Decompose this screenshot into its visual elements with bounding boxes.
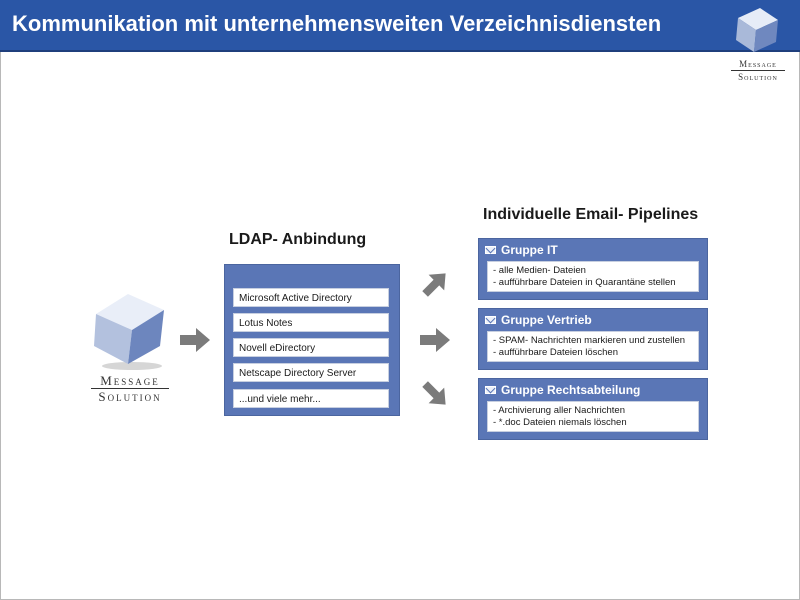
group-vertrieb-title: Gruppe Vertrieb [501,313,592,327]
pipelines-title: Individuelle Email- Pipelines [483,206,699,223]
group-it-title: Gruppe IT [501,243,558,257]
envelope-icon [485,316,496,324]
main-logo [88,288,172,408]
header-bar [0,0,800,52]
envelope-icon [485,246,496,254]
ldap-panel [224,264,400,416]
group-vertrieb-header [485,312,592,328]
ldap-item-more: ...und viele mehr... [233,389,389,408]
arrow-right-icon [420,328,450,352]
group-it-rule: - alle Medien- Dateien [493,265,586,276]
ldap-item-novell: Novell eDirectory [233,338,389,357]
arrow-up-right-icon [419,268,451,300]
group-rechtsabteilung-rule: - Archivierung aller Nachrichten [493,405,626,416]
logo-wordmark-line1: Message [739,59,777,69]
group-it-rules [487,261,699,292]
page-title: Kommunikation mit unternehmensweiten Verzeichnisdiensten [12,11,662,36]
cube-logo-icon [728,4,788,56]
arrow-down-right-icon [419,378,451,410]
group-rechtsabteilung [478,378,708,440]
group-rechtsabteilung-rules [487,401,699,432]
group-rechtsabteilung-title: Gruppe Rechtsabteilung [501,383,641,397]
group-it-rule: - aufführbare Dateien in Quarantäne stellen [493,277,676,288]
logo-wordmark-rule [731,70,785,71]
cube-logo-icon [88,288,172,372]
group-vertrieb-rule: - aufführbare Dateien löschen [493,347,618,358]
group-it [478,238,708,300]
main-logo-wordmark [88,374,172,403]
ldap-item-netscape: Netscape Directory Server [233,363,389,382]
logo-wordmark-line2: Solution [738,72,778,82]
logo-wordmark [728,59,788,82]
arrow-right-icon [180,328,210,352]
group-it-header [485,242,558,258]
group-vertrieb [478,308,708,370]
group-rechtsabteilung-rule: - *.doc Dateien niemals löschen [493,417,627,428]
main-logo-wordmark-line2: Solution [98,389,162,404]
group-vertrieb-rule: - SPAM- Nachrichten markieren und zustellen [493,335,686,346]
group-vertrieb-rules [487,331,699,362]
ldap-title: LDAP- Anbindung [229,231,367,248]
group-rechtsabteilung-header [485,382,640,398]
main-logo-wordmark-line1: Message [100,373,160,388]
ldap-item-active-directory: Microsoft Active Directory [233,288,389,307]
header-logo [728,4,788,84]
ldap-item-lotus-notes: Lotus Notes [233,313,389,332]
envelope-icon [485,386,496,394]
